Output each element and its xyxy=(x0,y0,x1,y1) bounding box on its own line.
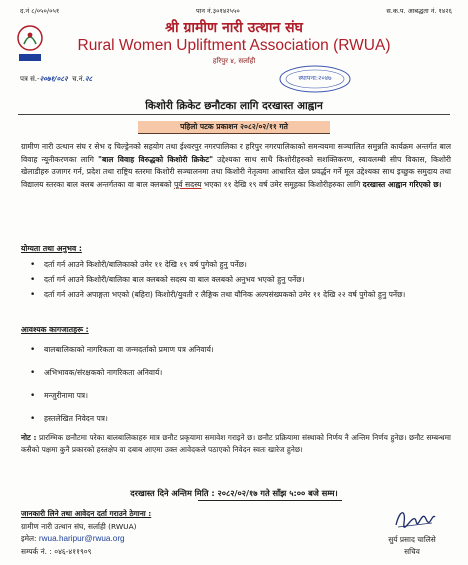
intro-quoted: "बाल विवाह विरुद्धको किशोरी क्रिकेट" xyxy=(98,154,214,164)
intro-underlined: पूर्व सदस्य xyxy=(174,179,202,189)
list-item: • दर्ता गर्न आउने किशोरी/बालिका बाल क्लबको सदस्य वा बाल क्लबको अनुभव भएको हुनु पर्नेछ। xyxy=(30,274,450,286)
chalani-label: च.नं. xyxy=(72,75,85,83)
notice-title: किशोरी क्रिकेट छनौटका लागि दरखास्त आह्वान xyxy=(145,100,323,112)
reference-value: २०७१/०८२ xyxy=(39,75,68,83)
reference-label: पत्र सं.- xyxy=(20,75,40,83)
office-stamp xyxy=(278,64,352,94)
note-text: प्रारम्भिक छनौटमा परेका बालबालिकाहरु मात्र छनौट प्रकृयामा समावेश गराइने छ। छनौट प्रक्रियामा संस्थाको निर्णय नै अन्तिम निर्णय हुनेछ। छनौट सम्बन्धमा कसैको पक्षमा कुनै प्रकारको हस्तक्षेप वा दबाब आएमा उक्त आवेदकले पठाएको निवेदन स्वतः खारेज हुनेछ। xyxy=(21,433,451,455)
intro-part-2: उद्देश्यका साथ साथै किशोरीहरुको सशक्तिकरण, स्वावलम्बी सीप विकास, किशोरी खेलाडीहरु उजागर गर्न, प्रदेश तथा राष्ट्रिय स्तरमा किशोरी सञ्चालनमा तथा किशोरी नेतृत्वमा आधारित खेल प्रवर्द्धन गर्ने मूल उद्देश्यका साथ इच्छुक समुदाय तथा विद्यालय स्तरका बाल क्लब अन्तर्गतका वा बाल क्लबको xyxy=(21,154,451,189)
affiliation-number: स.क.प. आबद्धता नं. १४२६ xyxy=(386,7,452,15)
publication-notice: पहिलो पटक प्रकाशन २०८२/०२/११ गते xyxy=(138,121,330,134)
reference-line xyxy=(20,75,92,84)
signatory-block xyxy=(372,534,452,558)
org-name-english: Rural Women Upliftment Association (RWUA) xyxy=(77,37,391,54)
org-name-nepali: श्री ग्रामीण नारी उत्थान संघ xyxy=(165,20,303,36)
signatory-title: सचिव xyxy=(404,547,420,556)
signatory-name: सुर्य प्रसाद चालिसे xyxy=(388,535,436,544)
contact-org: ग्रामीण नारी उत्थान संघ, सर्लाही (RWUA) xyxy=(21,521,137,531)
list-item: • अभिभावक/संरक्षकको नागरिकता अनिवार्य। xyxy=(30,363,450,383)
pan-number: पान नं.३०१४२५५० xyxy=(196,7,240,15)
chalani-value: २८ xyxy=(84,75,93,83)
contact-heading: जानकारी लिने तथा आवेदन दर्ता गराउने ठेगाना : xyxy=(21,509,152,518)
email-label: इमेल: xyxy=(21,534,37,543)
note-label: नोट : xyxy=(21,433,37,442)
phone-number: ०४६-४११९०९ xyxy=(54,546,92,556)
intro-bold-end: दरखास्त आह्वान गरिएको छ। xyxy=(362,179,442,189)
deadline-label: दरखास्त दिने अन्तिम मिति : xyxy=(130,488,215,498)
intro-paragraph xyxy=(21,141,451,191)
email-link[interactable]: rwua.haripur@rwua.org xyxy=(38,534,125,543)
phone-label: सम्पर्क नं. : xyxy=(21,546,52,556)
list-item: • हस्तलेखित निवेदन पत्र। xyxy=(30,409,450,429)
title-divider xyxy=(18,114,450,115)
deadline-value: २०८२/०२/१७ गते साँझ ५:०० बजे सम्म। xyxy=(217,488,338,498)
list-item: • बालबालिकाको नागरिकता वा जन्मदर्ताको प्रमाण पत्र अनिवार्य। xyxy=(30,340,450,360)
list-item: • दर्ता गर्न आउने किशोरी/बालिकाको उमेर ११ देखि १९ वर्ष पुगेको हुनु पर्नेछ। xyxy=(30,259,450,271)
list-item: • मन्जुरीनामा पत्र। xyxy=(30,386,450,406)
note-paragraph xyxy=(21,432,451,456)
eligibility-heading: योग्यता तथा अनुभव : xyxy=(21,244,82,253)
deadline-line xyxy=(0,488,468,499)
intro-part-3: भएका ११ देखि १९ वर्ष उमेर समूहका किशोरीहरुका लागि xyxy=(203,179,361,189)
eligibility-list xyxy=(30,259,450,304)
documents-list xyxy=(30,340,450,432)
contact-phone-row xyxy=(21,546,151,559)
intro-part-1: ग्रामीण नारी उत्थान संघ र सेभ द चिल्ड्रेनको सहयोग तथा ईश्वरपुर नगरपालिका र हरिपुर नगरपालिकाको समन्वयमा सञ्चालित समुन्नति कार्यक्रम अन्तर्गत बाल विवाह न्यूनीकरणका लागि xyxy=(21,142,451,164)
deadline-underline xyxy=(198,500,342,501)
contact-block xyxy=(21,508,151,558)
stamp-text: स्थापना:२०४७ xyxy=(298,74,332,82)
documents-heading: आवश्यक कागजातहरू : xyxy=(21,325,89,334)
registration-number: द.नं ८/०५०/०५१ xyxy=(20,7,60,15)
list-item: • दर्ता गर्न आउने अपाङ्गता भएको (बहिरा) किशोरी/युवती र लैङ्गिक तथा यौनिक अल्पसंख्यकको उमेर ११ देखि २२ वर्ष पुगेको हुनु पर्नेछ। xyxy=(30,289,450,301)
org-address: हरिपुर ४, सर्लाही xyxy=(212,57,256,65)
signature-icon xyxy=(392,505,438,531)
contact-email-row xyxy=(21,533,151,546)
